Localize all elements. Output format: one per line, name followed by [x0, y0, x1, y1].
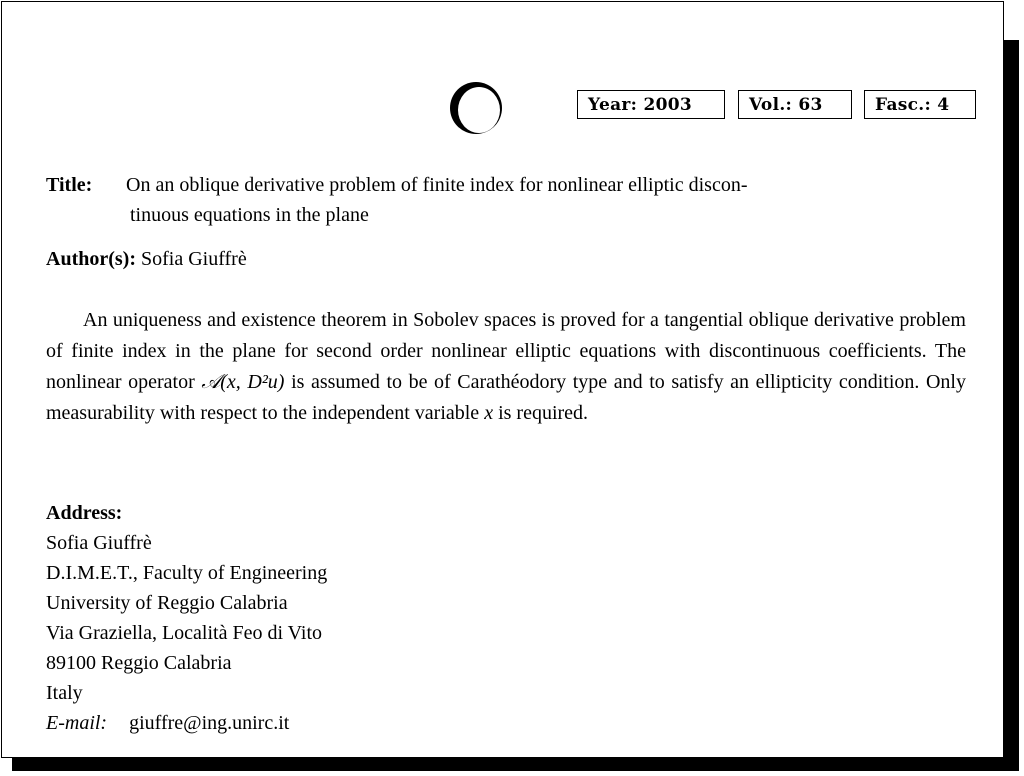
variable-x: x — [484, 402, 494, 424]
address-line: Via Graziella, Località Feo di Vito — [46, 622, 323, 644]
document-page — [1, 1, 1004, 758]
address-block — [46, 498, 327, 738]
operator-formula: 𝒜(x, D²u) — [201, 371, 285, 393]
email-label: E-mail: — [46, 712, 108, 734]
abstract-paragraph — [46, 305, 966, 429]
abstract-text-1: An uniqueness and existence theorem in Sobolev spaces is proved for a tangential oblique derivative problem of finite index in the plane for second order nonlinear elliptic equations with discontinuous coefficients. The nonlinear operator — [46, 309, 966, 393]
abstract — [46, 305, 966, 429]
address-line: Italy — [46, 682, 83, 704]
volume-badge — [738, 90, 852, 119]
author-label: Author(s): — [46, 248, 136, 270]
paper-title — [126, 170, 966, 230]
crescent-logo-icon — [448, 80, 504, 136]
address-line: University of Reggio Calabria — [46, 592, 288, 614]
author-name: Sofia Giuffrè — [141, 248, 247, 270]
address-line: D.I.M.E.T., Faculty of Engineering — [46, 562, 328, 584]
abstract-text-3: is required. — [493, 402, 589, 424]
address-line: Sofia Giuffrè — [46, 532, 152, 554]
address-line: 89100 Reggio Calabria — [46, 652, 232, 674]
authors-line — [46, 244, 247, 274]
title-label: Title: — [46, 174, 93, 196]
address-label: Address: — [46, 502, 123, 524]
year-badge — [577, 90, 725, 119]
abstract-text-2: is assumed to be of Carathéodory type and to satisfy an ellipticity condition. Only measurability with respect to the independent variable — [46, 371, 966, 424]
year-label: Year: 2003 — [588, 94, 692, 115]
fascicle-badge — [864, 90, 976, 119]
fascicle-label: Fasc.: 4 — [875, 94, 950, 115]
title-line-1: On an oblique derivative problem of finite index for nonlinear elliptic discon- — [126, 174, 748, 196]
email-address[interactable]: giuffre@ing.unirc.it — [129, 712, 290, 734]
title-line-2: tinuous equations in the plane — [130, 204, 369, 226]
volume-label: Vol.: 63 — [749, 94, 823, 115]
email-line — [46, 708, 327, 738]
